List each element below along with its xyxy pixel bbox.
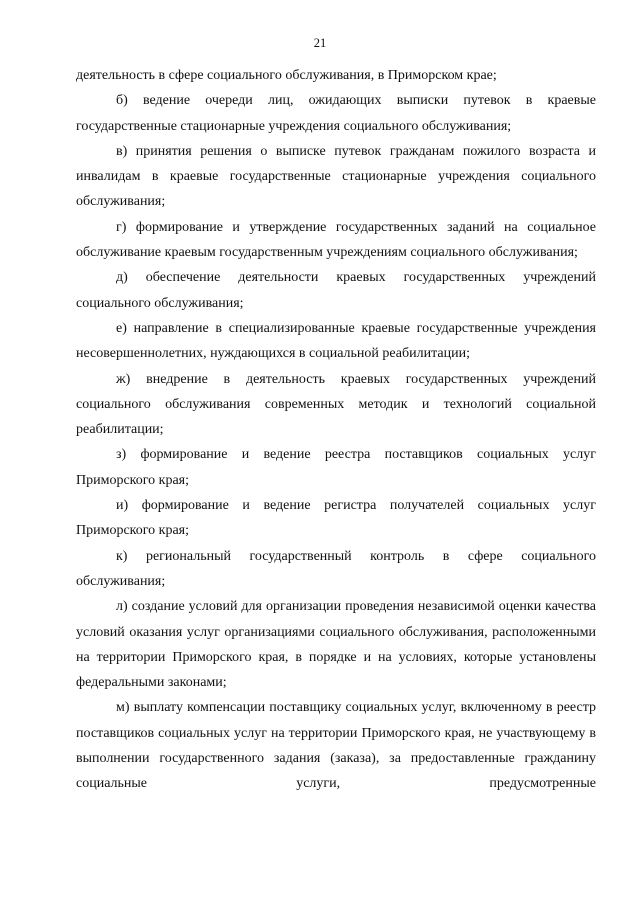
list-item-l: л) создание условий для организации проведения независимой оценки качества условий оказания услуг организациями социального обслуживания, расположенными на территории Приморского края, в порядке и на условиях, которые установлены федеральными законами; xyxy=(76,599,596,691)
page-number: 21 xyxy=(313,36,327,50)
list-item-k: к) региональный государственный контроль в сфере социального обслуживания; xyxy=(76,548,596,589)
paragraph-continuation: деятельность в сфере социального обслуживания, в Приморском крае; xyxy=(76,68,497,83)
list-item-m: м) выплату компенсации поставщику социальных услуг, включенному в реестр поставщиков социальных услуг на территории Приморского края, не участвующему в выполнении государственного задания (заказа), за предоставленные гражданину социальные услуги, предусмотренные xyxy=(76,700,596,792)
document-body xyxy=(76,63,596,797)
list-item-i: и) формирование и ведение регистра получателей социальных услуг Приморского края; xyxy=(76,498,596,539)
list-item-z: з) формирование и ведение реестра поставщиков социальных услуг Приморского края; xyxy=(76,447,596,488)
list-item-zh: ж) внедрение в деятельность краевых государственных учреждений социального обслуживания современных методик и технологий социальной реабилитации; xyxy=(76,371,596,438)
list-item-e: е) направление в специализированные краевые государственные учреждения несовершеннолетних, нуждающихся в социальной реабилитации; xyxy=(76,320,596,362)
list-item-d: д) обеспечение деятельности краевых государственных учреждений социального обслуживания; xyxy=(76,270,596,311)
list-item-g: г) формирование и утверждение государственных заданий на социальное обслуживание краевым государственным учреждениям социального обслуживания; xyxy=(76,219,596,261)
list-item-b: б) ведение очереди лиц, ожидающих выписки путевок в краевые государственные стационарные учреждения социального обслуживания; xyxy=(76,93,596,134)
list-item-v: в) принятия решения о выписке путевок гражданам пожилого возраста и инвалидам в краевые государственные стационарные учреждения социального обслуживания; xyxy=(76,143,596,210)
